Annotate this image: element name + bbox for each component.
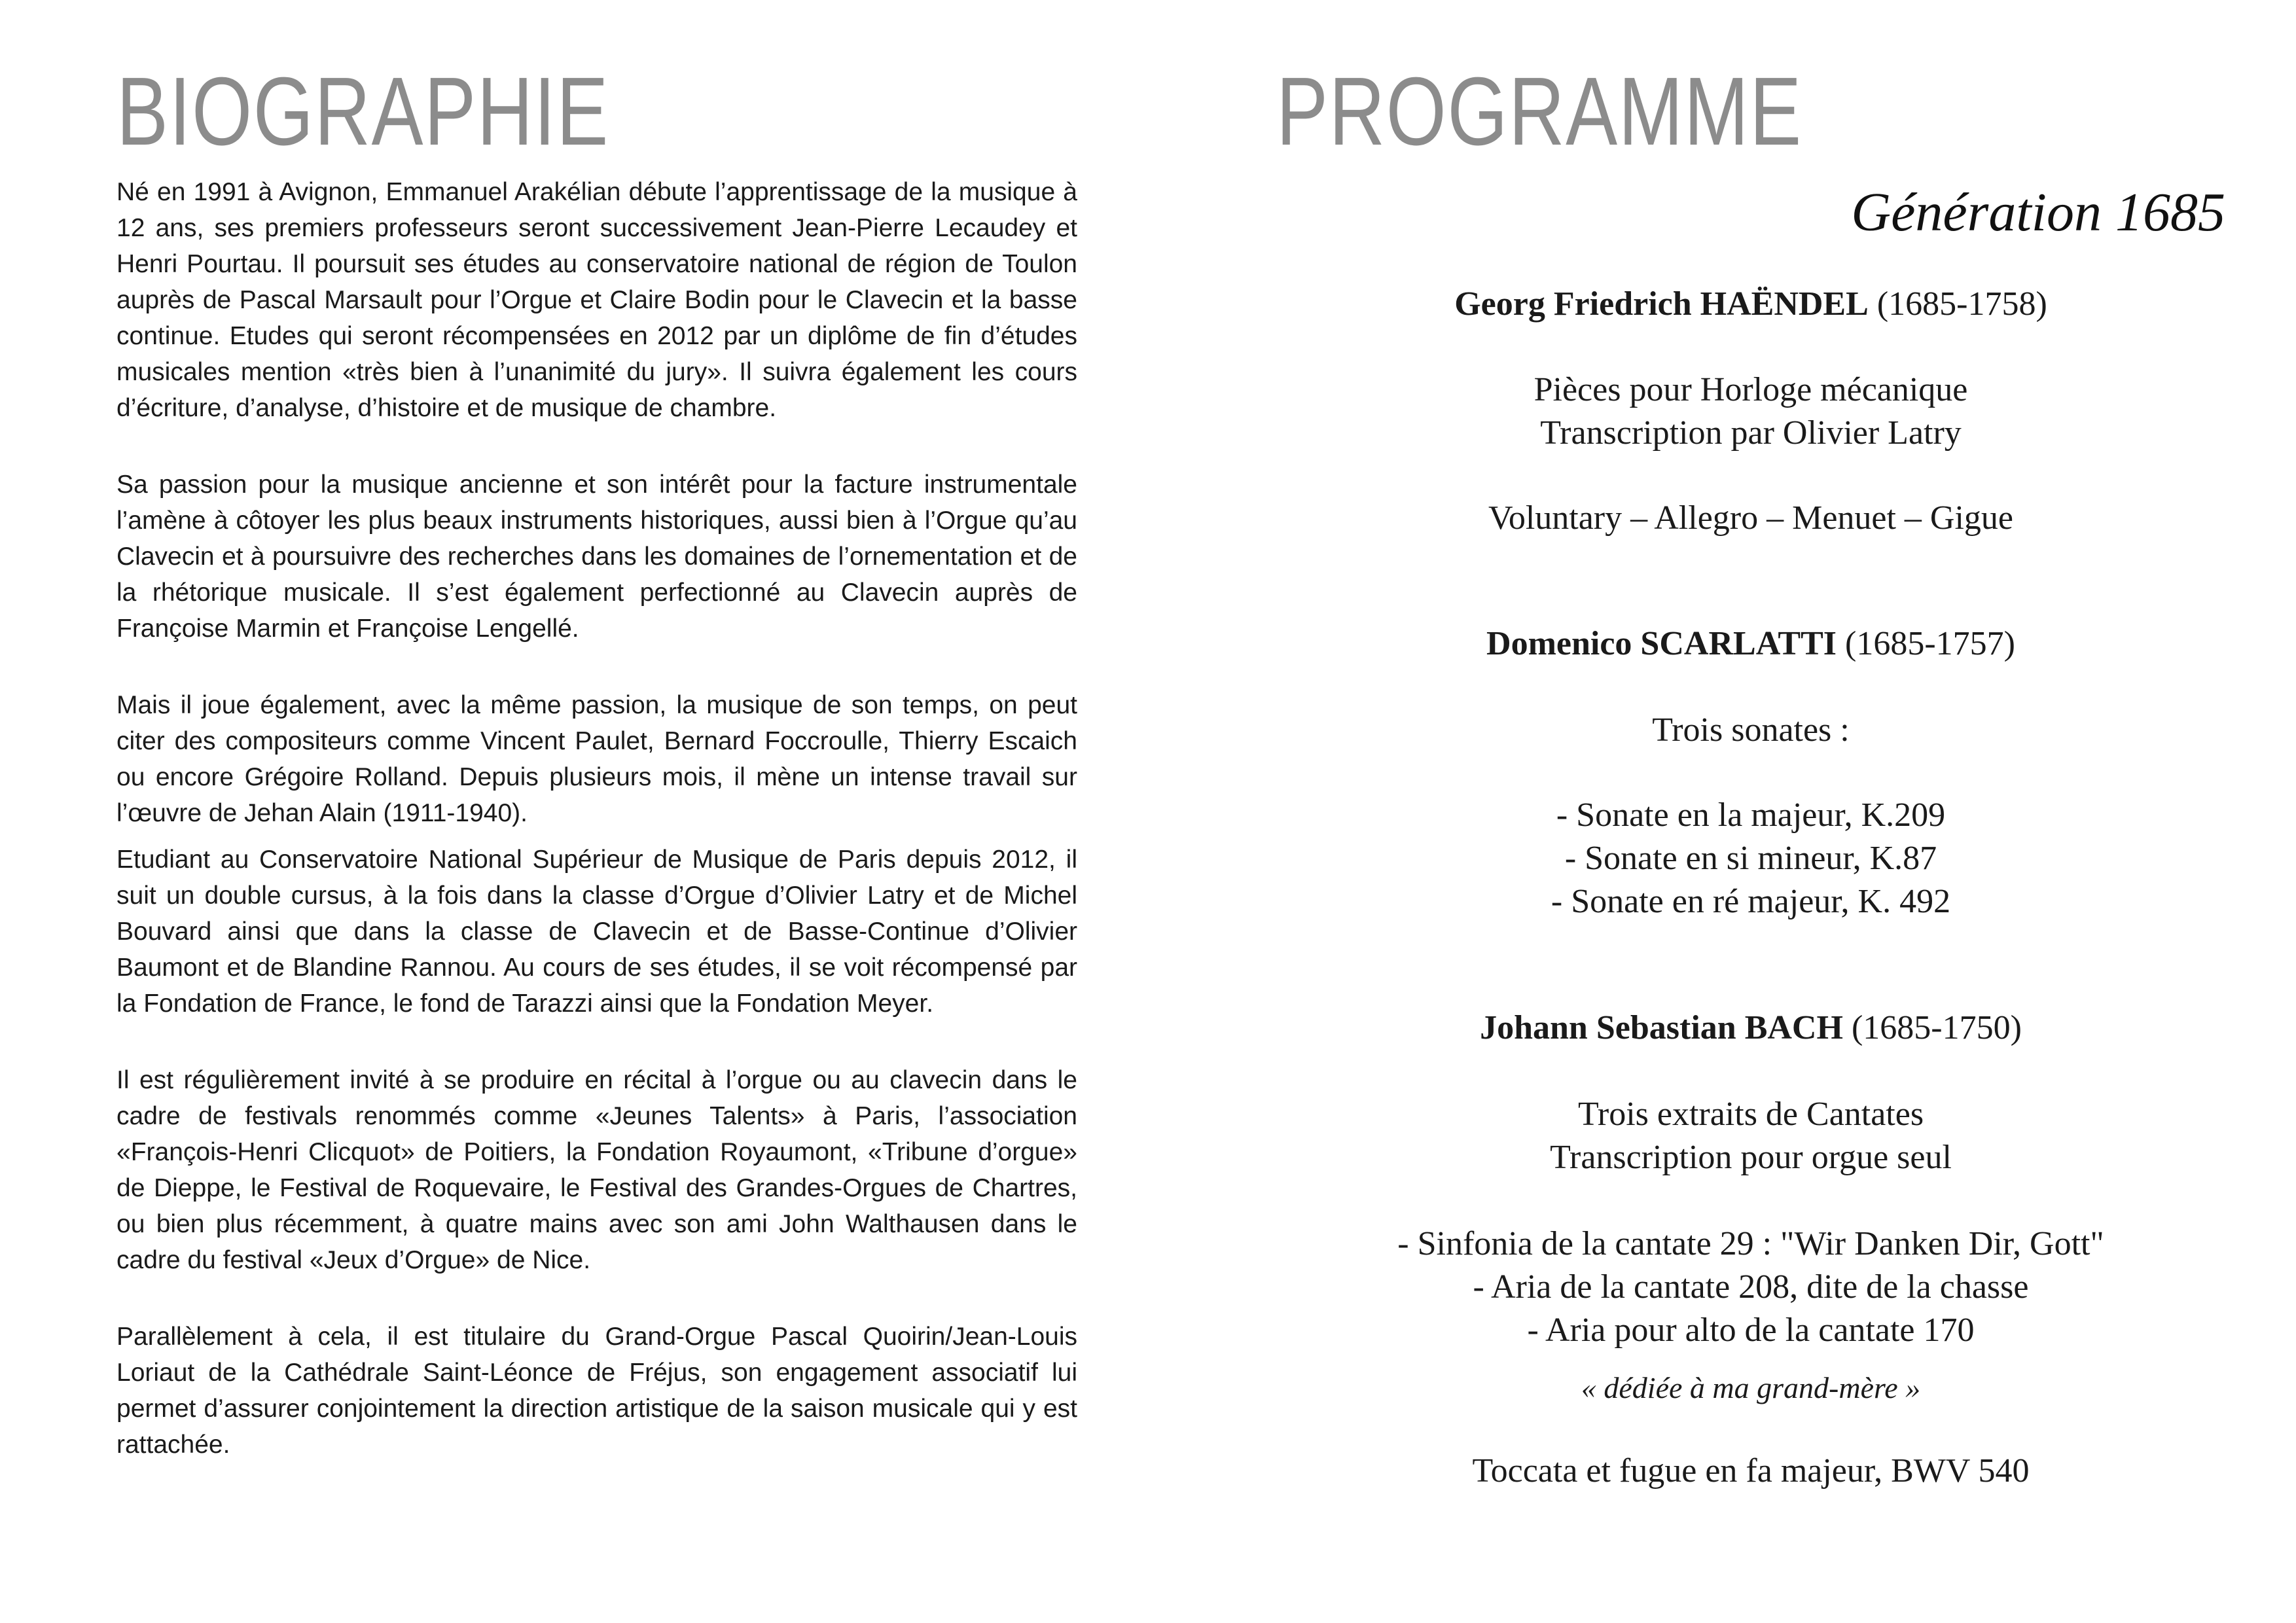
biography-text	[117, 174, 1077, 1463]
work-title: Trois extraits de Cantates	[1577, 1096, 1924, 1133]
biography-paragraph: Né en 1991 à Avignon, Emmanuel Arakélian débute l’apprentissage de la musique à 12 ans, ses premiers professeurs seront successivement Jean-Pierre Lecaudey et Henri Pourtau. Il poursuit ses études au conservatoire national de région de Toulon auprès de Pascal Marsault pour l’Orgue et Claire Bodin pour le Clavecin et la basse continue. Etudes qui seront récompensées en 2012 par un diplôme de fin d’études musicales mention «très bien à l’unanimité du jury». Il suivra également les cours d’écriture, d’analyse, d’histoire et de musique de chambre.	[117, 178, 1077, 422]
work-note: Transcription par Olivier Latry	[1540, 414, 1962, 452]
work-item: - Sonate en ré majeur, K. 492	[1551, 883, 1951, 920]
composer-name: Johann Sebastian BACH	[1480, 1009, 1843, 1046]
work-note: Transcription pour orgue seul	[1550, 1139, 1952, 1176]
work-item: - Sinfonia de la cantate 29 : "Wir Danken Dir, Gott"	[1397, 1225, 2104, 1262]
work-item: - Aria pour alto de la cantate 170	[1527, 1311, 1975, 1349]
dedication: « dédiée à ma grand-mère »	[1581, 1371, 1921, 1404]
composer-bach	[1276, 1007, 2225, 1050]
programme-heading: PROGRAMME	[1276, 58, 1803, 166]
work-movements: Voluntary – Allegro – Menuet – Gigue	[1488, 499, 2014, 537]
composer-dates: (1685-1750)	[1851, 1009, 2022, 1046]
programme-subtitle: Génération 1685	[1851, 182, 2225, 243]
composer-name: Georg Friedrich HAËNDEL	[1454, 285, 1869, 323]
biography-heading: BIOGRAPHIE	[117, 58, 609, 166]
biography-paragraph: Parallèlement à cela, il est titulaire du Grand-Orgue Pascal Quoirin/Jean-Louis Loriaut de la Cathédrale Saint-Léonce de Fréjus, son engagement associatif lui permet d’assurer conjointement la direction artistique de la saison musicale qui y est rattachée.	[117, 1323, 1077, 1459]
composer-dates: (1685-1758)	[1876, 285, 2047, 323]
work-item: - Aria de la cantate 208, dite de la chasse	[1473, 1268, 2029, 1306]
biography-paragraph: Sa passion pour la musique ancienne et son intérêt pour la facture instrumentale l’amène à côtoyer les plus beaux instruments historiques, aussi bien à l’Orgue qu’au Clavecin et à poursuivre des recherches dans les domaines de l’ornementation et de la rhétorique musicale. Il s’est également perfectionné au Clavecin auprès de Françoise Marmin et Françoise Lengellé.	[117, 471, 1077, 643]
work-item: - Sonate en si mineur, K.87	[1564, 840, 1937, 877]
work-title: Toccata et fugue en fa majeur, BWV 540	[1472, 1452, 2030, 1489]
composer-name: Domenico SCARLATTI	[1486, 625, 1837, 662]
composer-haendel	[1276, 283, 2225, 326]
biography-paragraph: Etudiant au Conservatoire National Supérieur de Musique de Paris depuis 2012, il suit un double cursus, à la fois dans la classe d’Orgue d’Olivier Latry et de Michel Bouvard ainsi que dans la classe de Clavecin et de Basse-Continue d’Olivier Baumont et de Blandine Rannou. Au cours de ses études, il se voit récompensé par la Fondation de France, le fond de Tarazzi ainsi que la Fondation Meyer.	[117, 846, 1077, 1018]
work-item: - Sonate en la majeur, K.209	[1556, 796, 1946, 834]
work-title: Trois sonates :	[1652, 711, 1850, 749]
composer-dates: (1685-1757)	[1845, 625, 2015, 662]
biography-paragraph: Mais il joue également, avec la même passion, la musique de son temps, on peut citer des compositeurs comme Vincent Paulet, Bernard Foccroulle, Thierry Escaich ou encore Grégoire Rolland. Depuis plusieurs mois, il mène un intense travail sur l’œuvre de Jehan Alain (1911-1940).	[117, 691, 1077, 827]
composer-scarlatti	[1276, 622, 2225, 666]
biography-paragraph: Il est régulièrement invité à se produire en récital à l’orgue ou au clavecin dans le cadre de festivals renommés comme «Jeunes Talents» à Paris, l’association «François-Henri Clicquot» de Poitiers, la Fondation Royaumont, «Tribune d’orgue» de Dieppe, le Festival de Roquevaire, le Festival des Grandes-Orgues de Chartres, ou bien plus récemment, à quatre mains avec son ami John Walthausen dans le cadre du festival «Jeux d’Orgue» de Nice.	[117, 1066, 1077, 1274]
work-title: Pièces pour Horloge mécanique	[1534, 371, 1968, 408]
